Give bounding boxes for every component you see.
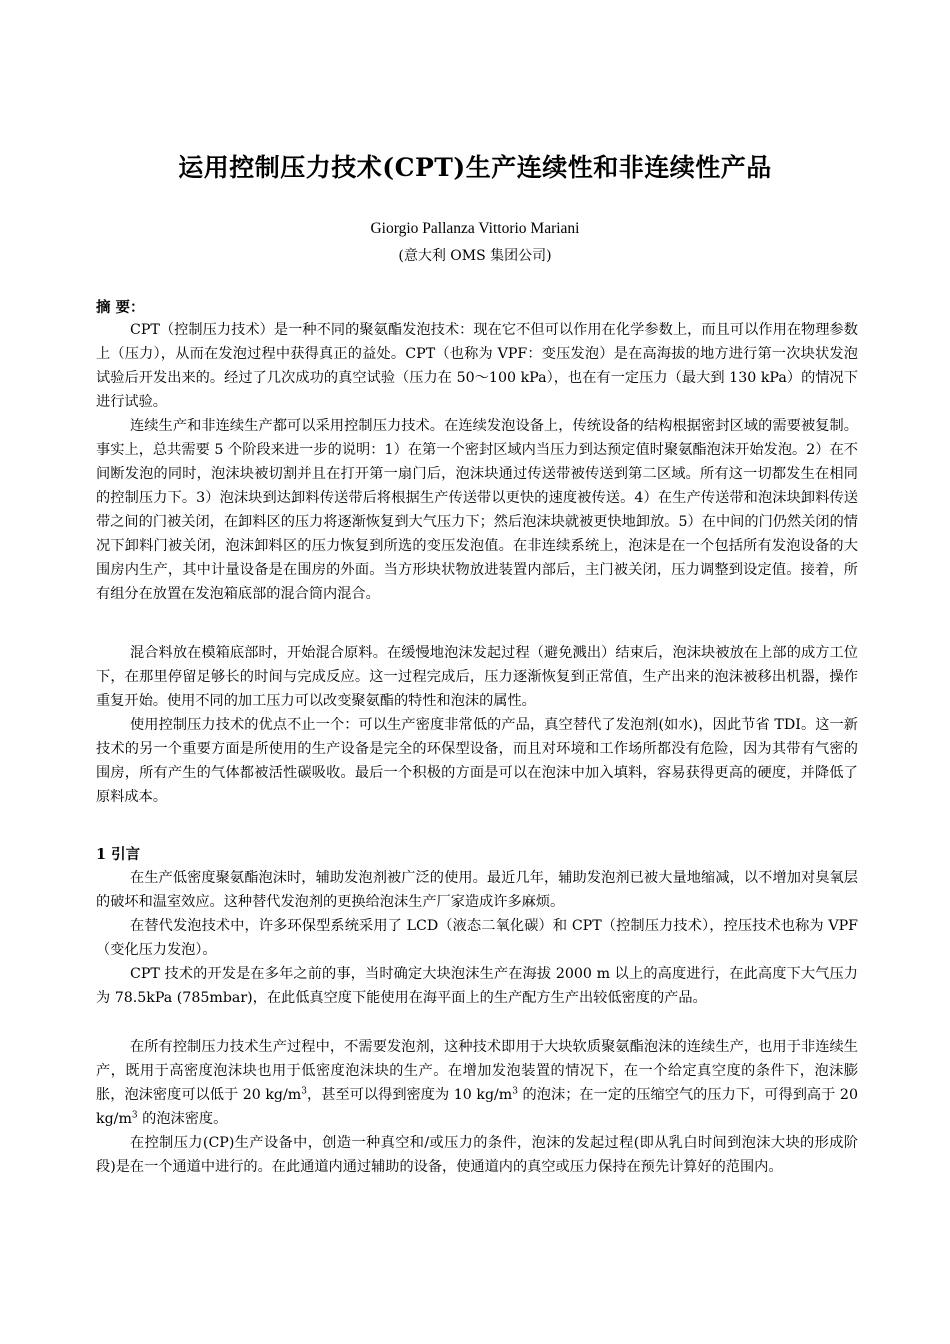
- intro-paragraph-1: 在生产低密度聚氨酯泡沫时，辅助发泡剂被广泛的使用。最近几年，辅助发泡剂已被大量地缩减，以不增加对臭氧层的破坏和温室效应。这种替代发泡剂的更换给泡沫生产厂家造成许多麻烦。: [96, 870, 858, 910]
- author-line: Giorgio Pallanza Vittorio Mariani: [370, 220, 580, 237]
- intro-paragraph-2: 在替代发泡技术中，许多环保型系统采用了 LCD（液态二氧化碳）和 CPT（控制压力技术），控压技术也称为 VPF（变化压力发泡）。: [96, 918, 858, 958]
- intro-paragraph-3: CPT 技术的开发是在多年之前的事，当时确定大块泡沫生产在海拔 2000 m 以上的高度进行，在此高度下大气压力为 78.5kPa (785mbar)，在此低真空度下能使用在海平面上的生产配方生产出较低密度的产品。: [96, 966, 858, 1006]
- section-heading-introduction: 1 引言: [96, 846, 141, 863]
- abstract-paragraph-3: 混合料放在模箱底部时，开始混合原料。在缓慢地泡沫发起过程（避免溅出）结束后，泡沫块被放在上部的成方工位下，在那里停留足够长的时间与完成反应。这一过程完成后，压力逐渐恢复到正常值，生产出来的泡沫被移出机器，操作重复开始。使用不同的加工压力可以改变聚氨酯的特性和泡沫的属性。: [96, 645, 858, 709]
- paper-title: 运用控制压力技术(CPT)生产连续性和非连续性产品: [178, 153, 772, 182]
- intro-paragraph-5: 在控制压力(CP)生产设备中，创造一种真空和/或压力的条件，泡沫的发起过程(即从乳白时间到泡沫大块的形成阶段)是在一个通道中进行的。在此通道内通过辅助的设备，使通道内的真空或压力保持在预先计算好的范围内。: [96, 1135, 858, 1175]
- intro-paragraph-4: 在所有控制压力技术生产过程中，不需要发泡剂，这种技术即用于大块软质聚氨酯泡沫的连续生产，也用于非连续生产，既用于高密度泡沫块也用于低密度泡沫块的生产。在增加发泡装置的情况下，在一个给定真空度的条件下，泡沫膨胀，泡沫密度可以低于 20 $kg/m^3$，甚至可以得到密度为 10 $kg/m^3$ 的泡沫；在一定的压缩空气的压力下，可得到高于 20 $kg/m^3$ 的泡沫密度。: [96, 1039, 858, 1127]
- abstract-heading: 摘 要：: [96, 299, 145, 316]
- abstract-paragraph-1: CPT（控制压力技术）是一种不同的聚氨酯发泡技术：现在它不但可以作用在化学参数上，而且可以作用在物理参数上（压力），从而在发泡过程中获得真正的益处。CPT（也称为 VPF：变压发泡）是在高海拔的地方进行第一次块状发泡试验后开发出来的。经过了几次成功的真空试验（压力在 50～100 kPa），也在有一定压力（最大到 130 kPa）的情况下进行试验。: [96, 322, 858, 410]
- abstract-paragraph-2: 连续生产和非连续生产都可以采用控制压力技术。在连续发泡设备上，传统设备的结构根据密封区域的需要被复制。事实上，总共需要 5 个阶段来进一步的说明：1）在第一个密封区域内当压力到达预定值时聚氨酯泡沫开始发泡。2）在不间断发泡的同时，泡沫块被切割并且在打开第一扇门后，泡沫块通过传送带被传送到第二区域。所有这一切都发生在相同的控制压力下。3）泡沫块到达卸料传送带后将根据生产传送带以更快的速度被传送。4）在生产传送带和泡沫块卸料传送带之间的门被关闭，在卸料区的压力将逐渐恢复到大气压力下；然后泡沫块就被更快地卸放。5）在中间的门仍然关闭的情况下卸料门被关闭，泡沫卸料区的压力恢复到所选的变压发泡值。在非连续系统上，泡沫是在一个包括所有发泡设备的大围房内生产，其中计量设备是在围房的外面。当方形块状物放进装置内部后，主门被关闭，压力调整到设定值。接着，所有组分在放置在发泡箱底部的混合筒内混合。: [96, 418, 858, 602]
- abstract-paragraph-4: 使用控制压力技术的优点不止一个：可以生产密度非常低的产品，真空替代了发泡剂(如水)，因此节省 TDI。这一新技术的另一个重要方面是所使用的生产设备是完全的环保型设备，而且对环境和工作场所都没有危险，因为其带有气密的围房，所有产生的气体都被活性碳吸收。最后一个积极的方面是可以在泡沫中加入填料，容易获得更高的硬度，并降低了原料成本。: [96, 717, 858, 805]
- author-affiliation: (意大利 OMS 集团公司): [398, 248, 552, 264]
